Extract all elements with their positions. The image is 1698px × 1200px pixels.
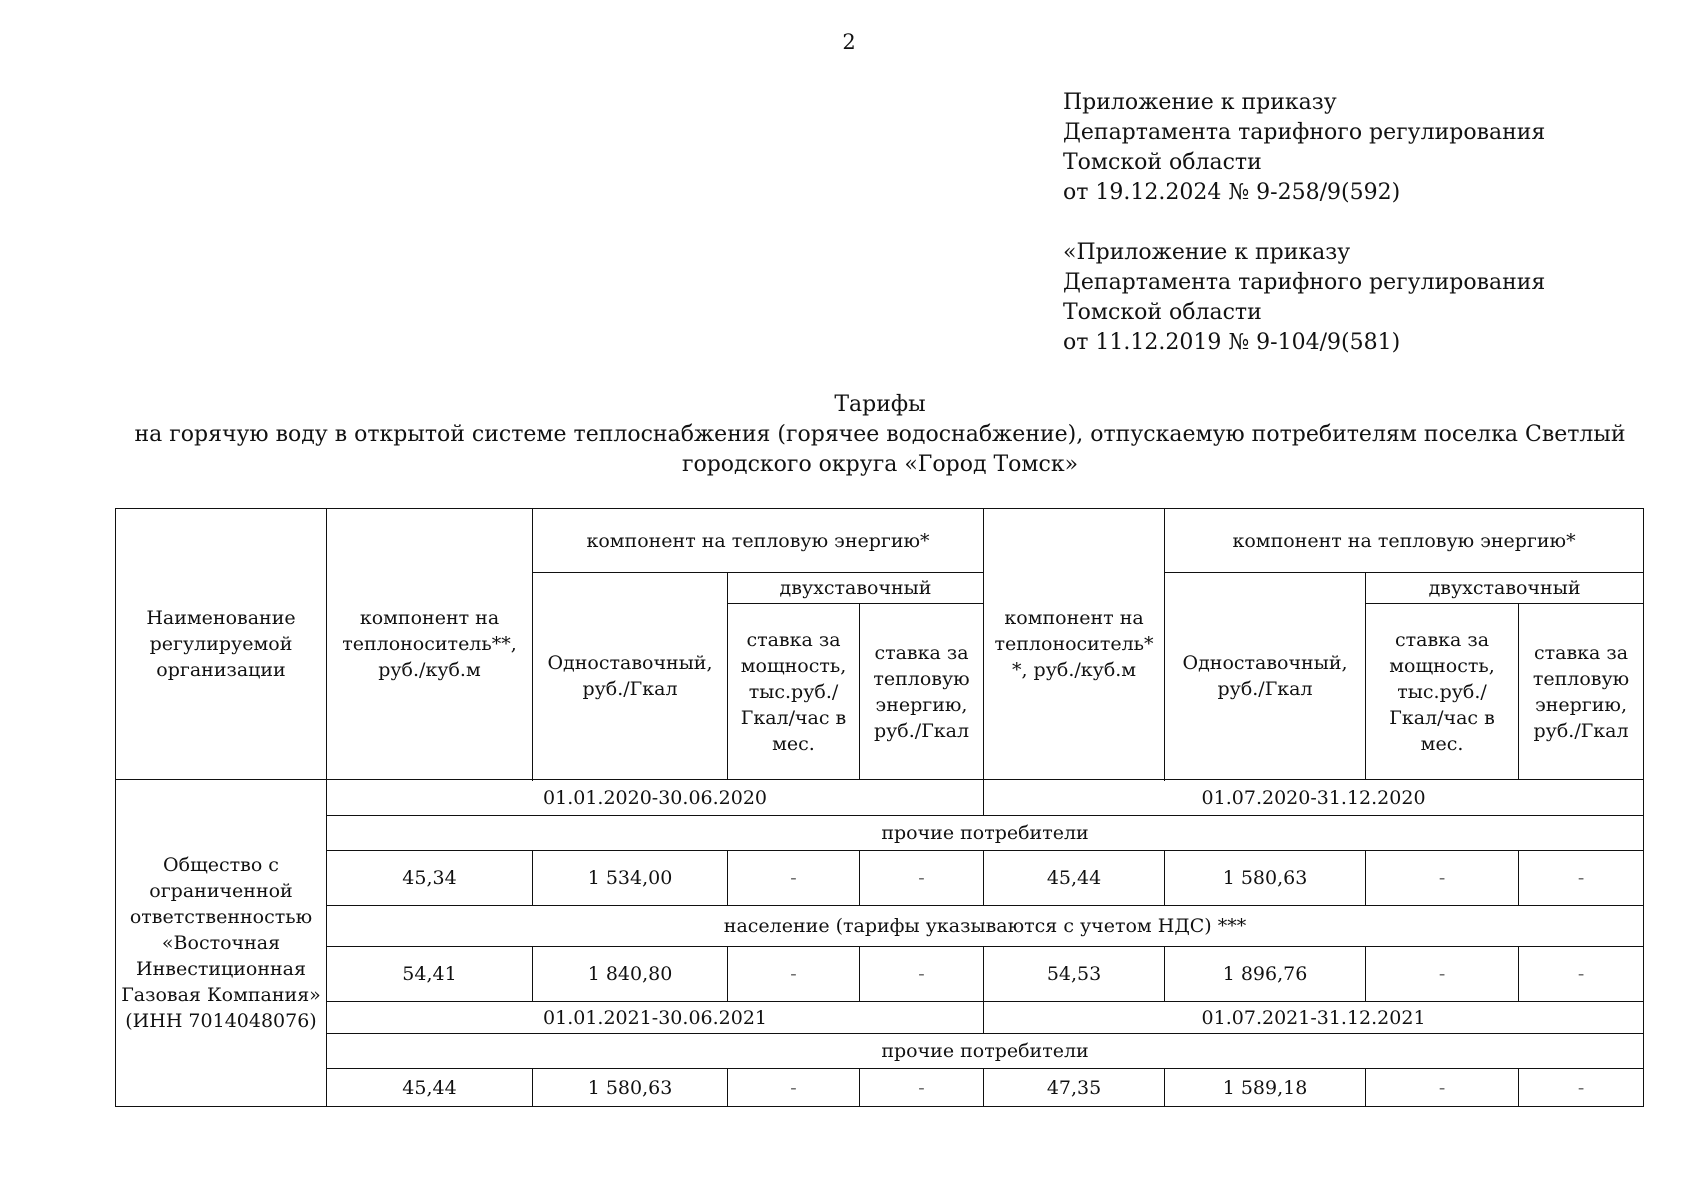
header-energy-rate-right: ставка за тепловую энергию, руб./Гкал [1519, 604, 1644, 780]
appendix-line: Приложение к приказу [1063, 90, 1337, 115]
period-label: 01.07.2021-31.12.2021 [984, 1002, 1644, 1034]
consumer-group-label: население (тарифы указываются с учетом НДС) *** [327, 906, 1644, 947]
header-two-rate-left: двухставочный [728, 573, 984, 604]
header-single-rate-right: Одноставочный, руб./Гкал [1165, 573, 1366, 780]
table-cell: 1 580,63 [533, 1069, 728, 1107]
period-row [116, 780, 1644, 816]
header-heat-component-left: компонент на тепловую энергию* [533, 509, 984, 573]
header-coolant-right: компонент на теплоноситель* *, руб./куб.м [984, 509, 1165, 780]
table-cell: 1 580,63 [1165, 851, 1366, 906]
table-row [116, 851, 1644, 906]
table-cell: 1 589,18 [1165, 1069, 1366, 1107]
appendix-line: от 11.12.2019 № 9-104/9(581) [1063, 330, 1401, 355]
header-heat-component-right: компонент на тепловую энергию* [1165, 509, 1644, 573]
table-cell: - [1519, 1069, 1644, 1107]
table-cell: - [1519, 947, 1644, 1002]
title-subtitle-line2: городского округа «Город Томск» [681, 452, 1079, 477]
table-cell: 45,44 [984, 851, 1165, 906]
header-org-name: Наименование регулируемой организации [116, 509, 327, 780]
table-cell: - [860, 1069, 984, 1107]
appendix-line: от 19.12.2024 № 9-258/9(592) [1063, 180, 1401, 205]
appendix-line: Департамента тарифного регулирования [1063, 120, 1546, 145]
period-label: 01.01.2021-30.06.2021 [327, 1002, 984, 1034]
consumer-group-row [116, 1034, 1644, 1069]
table-cell: 45,34 [327, 851, 533, 906]
consumer-group-label: прочие потребители [327, 816, 1644, 851]
tariffs-table [115, 508, 1644, 1107]
table-cell: - [860, 947, 984, 1002]
table-cell: 47,35 [984, 1069, 1165, 1107]
table-header-row [116, 509, 1644, 573]
table-cell: 1 534,00 [533, 851, 728, 906]
table-cell: 54,53 [984, 947, 1165, 1002]
table-cell: - [1366, 947, 1519, 1002]
appendix-line: Томской области [1063, 300, 1262, 325]
table-cell: - [860, 851, 984, 906]
table-cell: 54,41 [327, 947, 533, 1002]
table-cell: - [1366, 1069, 1519, 1107]
header-two-rate-right: двухставочный [1366, 573, 1644, 604]
period-label: 01.01.2020-30.06.2020 [327, 780, 984, 816]
table-cell: 45,44 [327, 1069, 533, 1107]
header-coolant-left: компонент на теплоноситель**, руб./куб.м [327, 509, 533, 780]
page-number: 2 [842, 30, 856, 54]
table-cell: - [728, 947, 860, 1002]
table-cell: - [728, 851, 860, 906]
table-cell: - [1519, 851, 1644, 906]
table-cell: 1 896,76 [1165, 947, 1366, 1002]
appendix-line: «Приложение к приказу [1063, 240, 1351, 265]
table-row [116, 1069, 1644, 1107]
consumer-group-row [116, 816, 1644, 851]
header-capacity-rate-right: ставка за мощность, тыс.руб./ Гкал/час в мес. [1366, 604, 1519, 780]
appendix-block-current [1063, 88, 1545, 208]
header-single-rate-left: Одноставочный, руб./Гкал [533, 573, 728, 780]
appendix-line: Департамента тарифного регулирования [1063, 270, 1546, 295]
consumer-group-row [116, 906, 1644, 947]
table-cell: - [728, 1069, 860, 1107]
appendix-block-original [1063, 238, 1545, 358]
document-title [120, 390, 1640, 480]
organization-name: Общество с ограниченной ответственностью «Восточная Инвестиционная Газовая Компания» (ИНН 7014048076) [116, 780, 327, 1107]
title-subtitle-line1: на горячую воду в открытой системе теплоснабжения (горячее водоснабжение), отпускаемую потребителям поселка Светлый [134, 422, 1626, 447]
period-row [116, 1002, 1644, 1034]
table-row [116, 947, 1644, 1002]
appendix-line: Томской области [1063, 150, 1262, 175]
table-cell: - [1366, 851, 1519, 906]
table-cell: 1 840,80 [533, 947, 728, 1002]
consumer-group-label: прочие потребители [327, 1034, 1644, 1069]
header-energy-rate-left: ставка за тепловую энергию, руб./Гкал [860, 604, 984, 780]
title-main: Тарифы [834, 392, 926, 417]
period-label: 01.07.2020-31.12.2020 [984, 780, 1644, 816]
header-capacity-rate-left: ставка за мощность, тыс.руб./ Гкал/час в мес. [728, 604, 860, 780]
